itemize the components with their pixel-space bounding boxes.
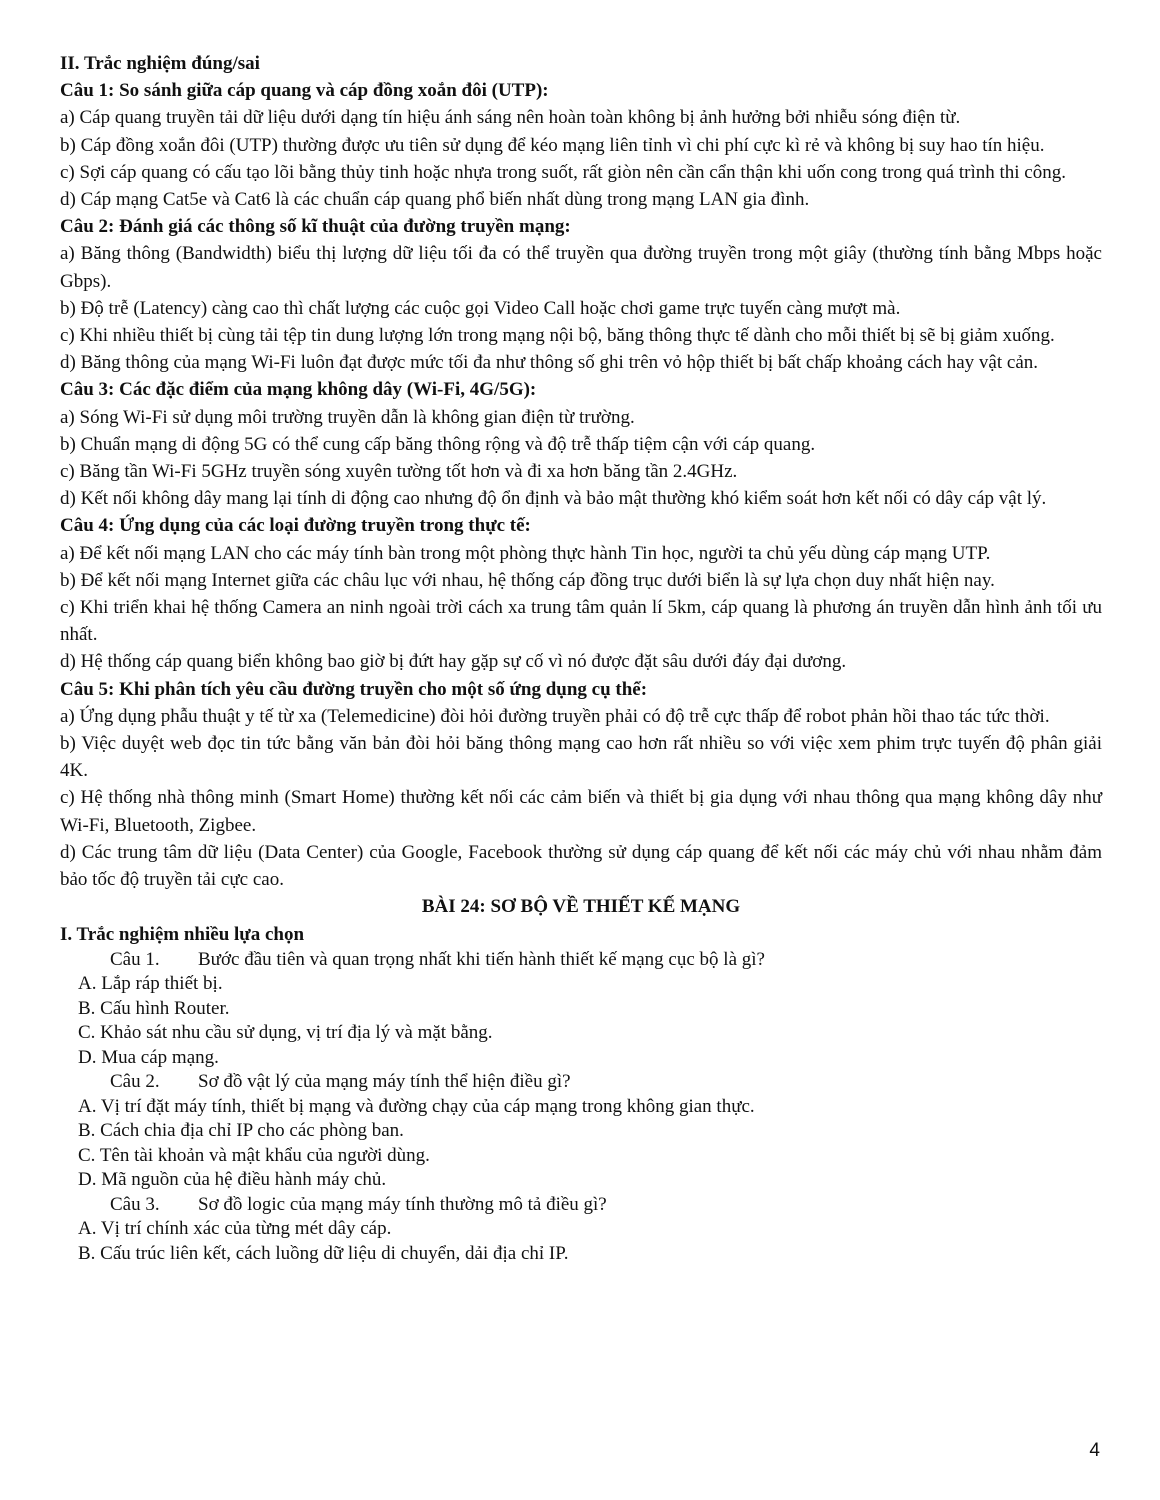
statement: a) Băng thông (Bandwidth) biểu thị lượng dữ liệu tối đa có thể truyền qua đường truyền trong một giây (thường tính bằng Mbps hoặc Gbps). [60, 243, 1102, 292]
answer-option: B. Cấu hình Router. [78, 997, 230, 1019]
question-stem [60, 1193, 1102, 1218]
answer-option: B. Cách chia địa chỉ IP cho các phòng ban. [78, 1120, 404, 1142]
question-title: Câu 5: Khi phân tích yêu cầu đường truyền cho một số ứng dụng cụ thể: [60, 678, 648, 700]
page-number: 4 [1089, 1440, 1100, 1461]
statement: a) Để kết nối mạng LAN cho các máy tính bàn trong một phòng thực hành Tin học, người ta chủ yếu dùng cáp mạng UTP. [60, 542, 991, 564]
statement: d) Băng thông của mạng Wi-Fi luôn đạt được mức tối đa như thông số ghi trên vỏ hộp thiết bị bất chấp khoảng cách hay vật cản. [60, 352, 1038, 374]
question-text: Bước đầu tiên và quan trọng nhất khi tiến hành thiết kế mạng cục bộ là gì? [198, 948, 765, 970]
statement: c) Sợi cáp quang có cấu tạo lõi bằng thủy tinh hoặc nhựa trong suốt, rất giòn nên cần cẩn thận khi uốn cong trong quá trình thi công. [60, 161, 1066, 183]
statement: c) Khi triển khai hệ thống Camera an ninh ngoài trời cách xa trung tâm quản lí 5km, cáp quang là phương án truyền dẫn hình ảnh tối ưu nhất. [60, 597, 1102, 646]
section-title: I. Trắc nghiệm nhiều lựa chọn [60, 923, 305, 945]
tf-question-4 [60, 512, 1102, 675]
answer-option: D. Mã nguồn của hệ điều hành máy chủ. [78, 1169, 387, 1191]
mcq-question-1 [60, 948, 1102, 1071]
statement: d) Các trung tâm dữ liệu (Data Center) của Google, Facebook thường sử dụng cáp quang để kết nối các máy chủ với nhau nhằm đảm bảo tốc độ truyền tải cực cao. [60, 841, 1102, 891]
answer-option: B. Cấu trúc liên kết, cách luồng dữ liệu di chuyển, dải địa chỉ IP. [78, 1242, 569, 1264]
statement: b) Chuẩn mạng di động 5G có thể cung cấp băng thông rộng và độ trễ thấp tiệm cận với cáp quang. [60, 433, 816, 455]
question-number: Câu 3. [110, 1193, 160, 1215]
answer-option: D. Mua cáp mạng. [78, 1046, 219, 1068]
question-title: Câu 3: Các đặc điểm của mạng không dây (Wi-Fi, 4G/5G): [60, 379, 537, 401]
question-text: Sơ đồ vật lý của mạng máy tính thể hiện điều gì? [198, 1071, 571, 1093]
statement: b) Cáp đồng xoắn đôi (UTP) thường được ưu tiên sử dụng để kéo mạng liên tỉnh vì chi phí cực kì rẻ và không bị suy hao tín hiệu. [60, 134, 1045, 156]
statement: b) Để kết nối mạng Internet giữa các châu lục với nhau, hệ thống cáp đồng trục dưới biển là sự lựa chọn duy nhất hiện nay. [60, 569, 995, 591]
lesson-title: BÀI 24: SƠ BỘ VỀ THIẾT KẾ MẠNG [421, 896, 741, 918]
tf-question-1 [60, 77, 1102, 213]
question-stem [60, 1070, 1102, 1095]
section-title: II. Trắc nghiệm đúng/sai [60, 53, 260, 74]
statement: c) Hệ thống nhà thông minh (Smart Home) thường kết nối các cảm biến và thiết bị gia dụng với nhau thông qua mạng không dây như Wi-Fi, Bluetooth, Zigbee. [60, 787, 1102, 836]
question-text: Sơ đồ logic của mạng máy tính thường mô tả điều gì? [198, 1193, 607, 1215]
tf-question-5 [60, 676, 1102, 894]
statement: d) Cáp mạng Cat5e và Cat6 là các chuẩn cáp quang phổ biến nhất dùng trong mạng LAN gia đình. [60, 189, 810, 211]
question-stem [60, 948, 1102, 973]
statement: a) Sóng Wi-Fi sử dụng môi trường truyền dẫn là không gian điện từ trường. [60, 406, 635, 428]
statement: d) Hệ thống cáp quang biển không bao giờ bị đứt hay gặp sự cố vì nó được đặt sâu dưới đáy đại dương. [60, 651, 847, 673]
statement: a) Ứng dụng phẫu thuật y tế từ xa (Telemedicine) đòi hỏi đường truyền phải có độ trễ cực thấp để robot phản hồi thao tác tức thời. [60, 705, 1050, 727]
statement: d) Kết nối không dây mang lại tính di động cao nhưng độ ổn định và bảo mật thường khó kiểm soát hơn kết nối có dây cáp vật lý. [60, 488, 1047, 510]
question-number: Câu 1. [110, 948, 160, 970]
statement: b) Độ trễ (Latency) càng cao thì chất lượng các cuộc gọi Video Call hoặc chơi game trực tuyến càng mượt mà. [60, 297, 901, 319]
question-title: Câu 2: Đánh giá các thông số kĩ thuật của đường truyền mạng: [60, 216, 571, 238]
question-title: Câu 1: So sánh giữa cáp quang và cáp đồng xoắn đôi (UTP): [60, 80, 549, 102]
statement: c) Băng tần Wi-Fi 5GHz truyền sóng xuyên tường tốt hơn và đi xa hơn băng tần 2.4GHz. [60, 461, 738, 483]
statement: c) Khi nhiều thiết bị cùng tải tệp tin dung lượng lớn trong mạng nội bộ, băng thông thực tế dành cho mỗi thiết bị sẽ bị giảm xuống. [60, 325, 1055, 347]
document-page [60, 50, 1102, 1266]
mcq-question-3 [60, 1193, 1102, 1267]
answer-option: A. Vị trí chính xác của từng mét dây cáp. [78, 1218, 392, 1240]
tf-question-3 [60, 376, 1102, 512]
answer-option: A. Lắp ráp thiết bị. [78, 973, 223, 995]
statement: b) Việc duyệt web đọc tin tức bằng văn bản đòi hỏi băng thông mạng cao hơn rất nhiều so với việc xem phim trực tuyến độ phân giải 4K. [60, 733, 1102, 782]
answer-option: C. Khảo sát nhu cầu sử dụng, vị trí địa lý và mặt bằng. [78, 1022, 493, 1044]
mcq-question-2 [60, 1070, 1102, 1193]
tf-question-2 [60, 213, 1102, 376]
answer-option: A. Vị trí đặt máy tính, thiết bị mạng và đường chạy của cáp mạng trong không gian thực. [78, 1095, 755, 1117]
answer-option: C. Tên tài khoản và mật khẩu của người dùng. [78, 1144, 430, 1166]
statement: a) Cáp quang truyền tải dữ liệu dưới dạng tín hiệu ánh sáng nên hoàn toàn không bị ảnh hưởng bởi nhiễu sóng điện từ. [60, 107, 961, 129]
question-title: Câu 4: Ứng dụng của các loại đường truyền trong thực tế: [60, 515, 531, 537]
question-number: Câu 2. [110, 1071, 160, 1093]
